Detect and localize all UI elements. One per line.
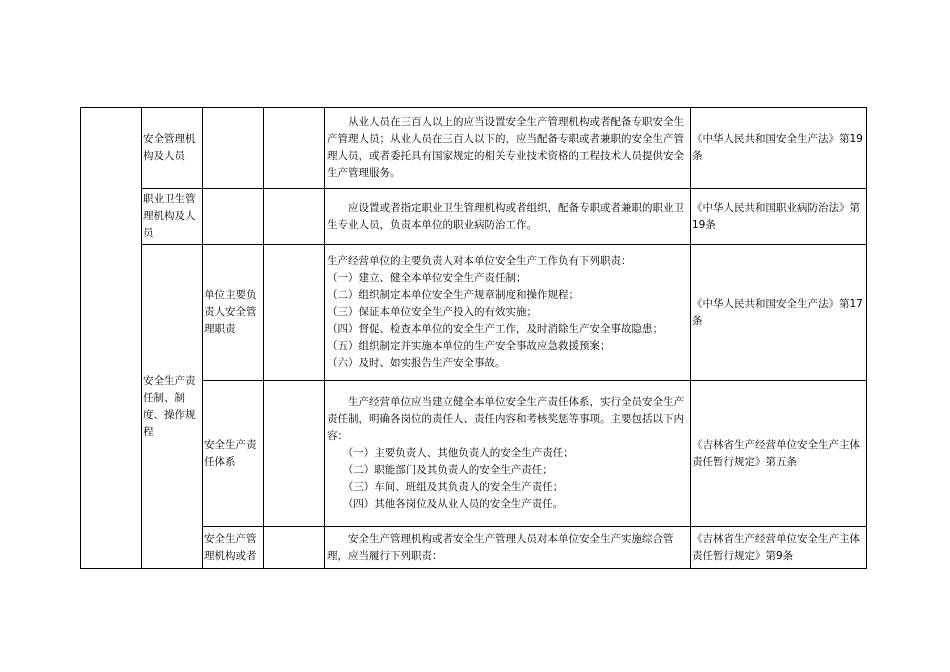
- content-cell: 安全生产管理机构或者安全生产管理人员对本单位安全生产实施综合管理，应当履行下列职责：: [325, 527, 691, 569]
- content-line: （五）组织制定并实施本单位的生产安全事故应急救援预案；: [327, 340, 611, 352]
- subcategory-cell: 安全生产责任体系: [203, 381, 264, 527]
- category-cell: 职业卫生管理机构及人员: [142, 189, 203, 245]
- regulation-table: [80, 107, 867, 569]
- basis-cell: 《吉林省生产经营单位安全生产主体责任暂行规定》第9条: [691, 527, 867, 569]
- content-item: （一）主要负责人、其他负责人的安全生产责任；: [342, 447, 574, 459]
- subcategory-cell: 单位主要负责人安全管理职责: [203, 245, 264, 381]
- content-line: （六）及时、如实报告生产安全事故。: [327, 357, 506, 369]
- category-cell: 安全管理机构及人员: [142, 108, 203, 189]
- blank-cell: [264, 108, 325, 189]
- blank-cell: [264, 245, 325, 381]
- content-cell: 从业人员在三百人以上的应当设置安全生产管理机构或者配备专职安全生产管理人员；从业人员在三百人以下的，应当配备专职或者兼职的安全生产管理人员，或者委托具有国家规定的相关专业技术资格的工程技术人员提供安全生产管理服务。: [325, 108, 691, 189]
- content-item: （四）其他各岗位及从业人员的安全生产责任。: [342, 498, 564, 510]
- content-intro: 生产经营单位应当建立健全本单位安全生产责任体系，实行全员安全生产责任制，明确各岗位的责任人、责任内容和考核奖惩等事项。主要包括以下内容：: [327, 396, 684, 442]
- content-item: （二）职能部门及其负责人的安全生产责任；: [342, 464, 553, 476]
- category-cell: 安全生产责任制、制度、操作规程: [142, 245, 203, 569]
- blank-cell: [81, 108, 142, 569]
- blank-cell: [203, 108, 264, 189]
- blank-cell: [264, 189, 325, 245]
- blank-cell: [264, 381, 325, 527]
- basis-cell: 《吉林省生产经营单位安全生产主体责任暂行规定》第五条: [691, 381, 867, 527]
- content-line: （二）组织制定本单位安全生产规章制度和操作规程；: [327, 289, 579, 301]
- basis-cell: 《中华人民共和国安全生产法》第17条: [691, 245, 867, 381]
- blank-cell: [203, 189, 264, 245]
- table-row: [81, 189, 867, 245]
- blank-cell: [264, 527, 325, 569]
- table-row: [81, 245, 867, 381]
- content-line: 生产经营单位的主要负责人对本单位安全生产工作负有下列职责：: [327, 255, 632, 267]
- table-row: [81, 108, 867, 189]
- basis-cell: 《中华人民共和国安全生产法》第19条: [691, 108, 867, 189]
- basis-cell: 《中华人民共和国职业病防治法》第19条: [691, 189, 867, 245]
- content-cell: 应设置或者指定职业卫生管理机构或者组织，配备专职或者兼职的职业卫生专业人员，负责本单位的职业病防治工作。: [325, 189, 691, 245]
- content-item: （三）车间、班组及其负责人的安全生产责任；: [342, 481, 564, 493]
- content-cell: [325, 245, 691, 381]
- subcategory-cell: 安全生产管理机构或者: [203, 527, 264, 569]
- content-cell: [325, 381, 691, 527]
- content-line: （一）建立、健全本单位安全生产责任制；: [327, 272, 527, 284]
- content-line: （四）督促、检查本单位的安全生产工作，及时消除生产安全事故隐患；: [327, 323, 663, 335]
- content-line: （三）保证本单位安全生产投入的有效实施；: [327, 306, 537, 318]
